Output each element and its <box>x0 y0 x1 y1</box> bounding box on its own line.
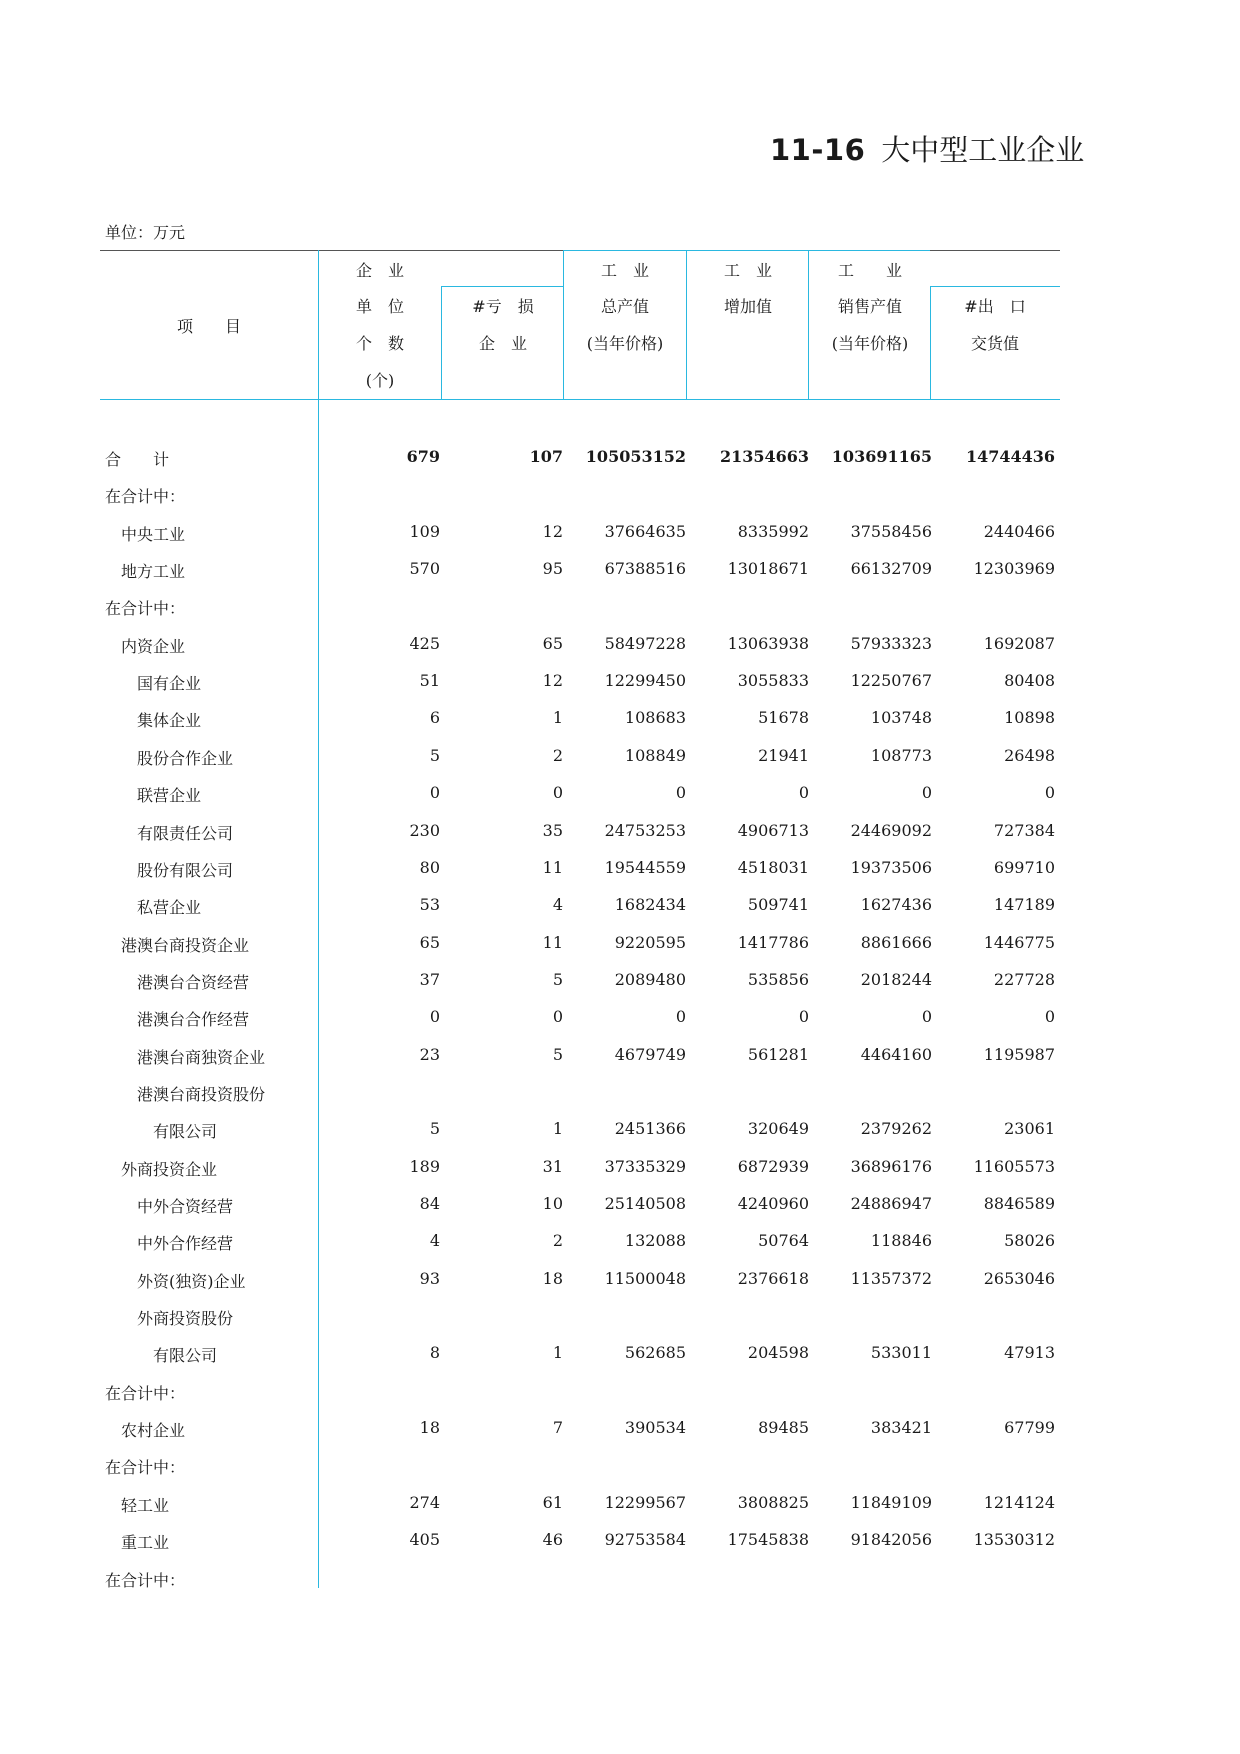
table-row <box>100 592 1060 622</box>
table-row <box>100 1115 1060 1145</box>
row-value: 2 <box>552 745 563 765</box>
row-value: 189 <box>409 1156 440 1176</box>
row-value: 35 <box>542 820 563 840</box>
table-row <box>100 630 1060 660</box>
header-bottom-rule <box>100 399 1060 400</box>
header-export-2: 交货值 <box>970 334 1019 353</box>
header-export-1: #出 口 <box>964 297 1026 316</box>
row-value: 21941 <box>758 745 809 765</box>
row-value: 108773 <box>870 745 932 765</box>
export-subheader-rule <box>930 286 1060 287</box>
row-label: 有限公司 <box>153 1122 218 1142</box>
row-value: 23 <box>419 1044 440 1064</box>
row-label: 股份有限公司 <box>137 860 234 880</box>
row-value: 10 <box>542 1194 563 1213</box>
row-value: 93 <box>419 1268 440 1288</box>
table-row <box>100 555 1060 585</box>
row-value: 3055833 <box>737 671 809 691</box>
row-label: 有限公司 <box>153 1346 218 1366</box>
row-value: 51 <box>419 671 440 691</box>
header-units-3: 个 数 <box>355 334 404 353</box>
row-label: 轻工业 <box>121 1495 170 1515</box>
row-value: 11 <box>542 857 563 877</box>
row-value: 18 <box>542 1268 563 1288</box>
row-value: 11 <box>542 932 563 952</box>
row-value: 4 <box>429 1231 440 1251</box>
row-value: 58026 <box>1004 1231 1055 1251</box>
row-value: 4906713 <box>737 820 809 840</box>
row-value: 51678 <box>758 708 809 728</box>
row-value: 0 <box>675 1007 686 1027</box>
row-value: 0 <box>1044 783 1055 803</box>
row-label: 在合计中： <box>105 599 186 619</box>
row-label: 农村企业 <box>121 1421 186 1441</box>
row-value: 11500048 <box>604 1268 686 1288</box>
row-value: 0 <box>798 783 809 803</box>
table-row <box>100 1377 1060 1407</box>
table-row <box>100 817 1060 847</box>
row-value: 6 <box>429 708 440 728</box>
row-value: 5 <box>552 1044 563 1064</box>
row-value: 7 <box>552 1418 563 1438</box>
row-value: 509741 <box>747 895 809 915</box>
header-units-1: 企 业 <box>355 261 404 280</box>
row-label: 港澳台商投资企业 <box>121 935 250 955</box>
row-value: 8335992 <box>737 521 809 541</box>
row-value: 2018244 <box>860 969 932 989</box>
header-item: 项 目 <box>176 317 241 336</box>
row-value: 8846589 <box>983 1194 1055 1213</box>
row-value: 108849 <box>624 745 686 765</box>
row-value: 0 <box>552 783 563 803</box>
row-value: 13063938 <box>727 633 809 653</box>
row-value: 1692087 <box>983 633 1055 653</box>
row-value: 204598 <box>747 1343 809 1363</box>
row-label: 中外合作经营 <box>137 1234 234 1254</box>
row-label: 地方工业 <box>121 562 186 582</box>
row-value: 4679749 <box>614 1044 686 1064</box>
row-value: 4240960 <box>737 1194 809 1213</box>
row-value: 12303969 <box>973 559 1055 579</box>
row-value: 17545838 <box>727 1530 809 1550</box>
row-value: 4518031 <box>737 857 809 877</box>
row-value: 65 <box>419 932 440 952</box>
table-row <box>100 1153 1060 1183</box>
row-value: 679 <box>406 447 440 466</box>
table-title: 大中型工业企业 <box>881 133 1085 167</box>
row-value: 84 <box>419 1194 440 1213</box>
row-value: 67388516 <box>604 559 686 579</box>
row-value: 5 <box>552 969 563 989</box>
row-value: 103748 <box>870 708 932 728</box>
row-label: 联营企业 <box>137 786 202 806</box>
row-value: 13018671 <box>727 559 809 579</box>
row-value: 5 <box>429 1119 440 1139</box>
row-value: 562685 <box>624 1343 686 1363</box>
row-label: 私营企业 <box>137 898 202 918</box>
row-value: 3808825 <box>737 1492 809 1512</box>
row-label: 外商投资企业 <box>121 1159 218 1179</box>
row-value: 57933323 <box>850 633 932 653</box>
row-value: 67799 <box>1004 1418 1055 1438</box>
row-value: 1195987 <box>983 1044 1055 1064</box>
row-value: 108683 <box>624 708 686 728</box>
row-value: 80408 <box>1004 671 1055 691</box>
row-value: 11357372 <box>850 1268 932 1288</box>
unit-label: 单位：万元 <box>105 223 186 242</box>
row-value: 570 <box>409 559 440 579</box>
row-label: 内资企业 <box>121 636 186 656</box>
row-value: 14744436 <box>965 447 1055 466</box>
row-value: 1417786 <box>737 932 809 952</box>
row-value: 6872939 <box>737 1156 809 1176</box>
header-output-3: (当年价格) <box>586 334 664 353</box>
table-row <box>100 1414 1060 1444</box>
row-label: 在合计中： <box>105 487 186 507</box>
sales-column-divider <box>808 250 809 399</box>
row-value: 37335329 <box>604 1156 686 1176</box>
row-value: 2653046 <box>983 1268 1055 1288</box>
row-value: 0 <box>1044 1007 1055 1027</box>
row-value: 11849109 <box>850 1492 932 1512</box>
header-loss-1: #亏 损 <box>472 297 534 316</box>
row-value: 2379262 <box>860 1119 932 1139</box>
row-value: 425 <box>409 633 440 653</box>
table-row <box>100 1003 1060 1033</box>
row-value: 2451366 <box>614 1119 686 1139</box>
row-value: 0 <box>921 1007 932 1027</box>
table-row <box>100 1265 1060 1295</box>
row-value: 92753584 <box>604 1530 686 1550</box>
row-value: 19373506 <box>850 857 932 877</box>
table-row <box>100 891 1060 921</box>
row-value: 561281 <box>747 1044 809 1064</box>
page-title <box>770 128 1085 174</box>
loss-column-divider <box>441 286 442 399</box>
row-value: 12299567 <box>604 1492 686 1512</box>
row-label: 港澳台合资经营 <box>137 972 250 992</box>
row-value: 0 <box>429 783 440 803</box>
table-row <box>100 1526 1060 1556</box>
row-value: 109 <box>409 521 440 541</box>
row-label: 股份合作企业 <box>137 748 234 768</box>
header-added-1: 工 业 <box>723 261 772 280</box>
row-value: 1682434 <box>614 895 686 915</box>
export-column-divider <box>930 286 931 399</box>
row-value: 274 <box>409 1492 440 1512</box>
row-value: 118846 <box>870 1231 932 1251</box>
row-value: 47913 <box>1004 1343 1055 1363</box>
row-value: 4464160 <box>860 1044 932 1064</box>
row-value: 12250767 <box>850 671 932 691</box>
header-sales-1: 工 业 <box>837 261 902 280</box>
header-output-1: 工 业 <box>600 261 649 280</box>
row-value: 1627436 <box>860 895 932 915</box>
loss-subheader-rule <box>441 286 563 287</box>
row-value: 31 <box>542 1156 563 1176</box>
row-value: 1 <box>552 1343 563 1363</box>
row-label: 在合计中： <box>105 1570 186 1590</box>
row-value: 0 <box>552 1007 563 1027</box>
header-sales-2: 销售产值 <box>837 297 902 316</box>
row-value: 13530312 <box>973 1530 1055 1550</box>
row-value: 89485 <box>758 1418 809 1438</box>
row-value: 535856 <box>747 969 809 989</box>
table-row <box>100 1041 1060 1071</box>
row-label: 在合计中： <box>105 1383 186 1403</box>
row-value: 10898 <box>1004 708 1055 728</box>
header-output-2: 总产值 <box>600 297 649 316</box>
row-value: 147189 <box>993 895 1055 915</box>
row-value: 23061 <box>1004 1119 1055 1139</box>
row-value: 0 <box>798 1007 809 1027</box>
row-value: 19544559 <box>604 857 686 877</box>
row-value: 0 <box>429 1007 440 1027</box>
table-number: 11-16 <box>770 133 866 167</box>
row-value: 66132709 <box>850 559 932 579</box>
row-value: 21354663 <box>719 447 809 466</box>
row-label: 港澳台商独资企业 <box>137 1047 266 1067</box>
row-value: 320649 <box>747 1119 809 1139</box>
row-value: 1 <box>552 1119 563 1139</box>
row-label: 中外合资经营 <box>137 1197 234 1216</box>
row-value: 12299450 <box>604 671 686 691</box>
row-value: 58497228 <box>604 633 686 653</box>
header-added-2: 增加值 <box>723 297 772 316</box>
row-value: 80 <box>419 857 440 877</box>
row-value: 727384 <box>993 820 1055 840</box>
row-label: 中央工业 <box>121 524 186 544</box>
row-value: 36896176 <box>850 1156 932 1176</box>
table-row <box>100 1078 1060 1108</box>
row-value: 37 <box>419 969 440 989</box>
row-value: 390534 <box>624 1418 686 1438</box>
row-value: 46 <box>542 1530 563 1550</box>
table-row <box>100 966 1060 996</box>
row-value: 2089480 <box>614 969 686 989</box>
row-value: 2376618 <box>737 1268 809 1288</box>
row-value: 107 <box>529 447 563 466</box>
row-value: 533011 <box>870 1343 932 1363</box>
table-row <box>100 779 1060 809</box>
table-row <box>100 1451 1060 1481</box>
output-column-divider <box>563 250 564 399</box>
row-value: 2 <box>552 1231 563 1251</box>
row-value: 5 <box>429 745 440 765</box>
row-value: 1214124 <box>983 1492 1055 1512</box>
row-value: 25140508 <box>604 1194 686 1213</box>
row-value: 91842056 <box>850 1530 932 1550</box>
row-value: 24886947 <box>850 1194 932 1213</box>
sales-header-rule <box>808 250 930 251</box>
table-row <box>100 742 1060 772</box>
row-value: 65 <box>542 633 563 653</box>
header-loss-2: 企 业 <box>478 334 527 353</box>
row-value: 12 <box>542 671 563 691</box>
table-row <box>100 1339 1060 1369</box>
table-row <box>100 443 1060 473</box>
table-row <box>100 1489 1060 1519</box>
row-value: 1 <box>552 708 563 728</box>
row-label: 港澳台商投资股份 <box>137 1084 266 1104</box>
table-row <box>100 929 1060 959</box>
row-value: 0 <box>675 783 686 803</box>
row-value: 50764 <box>758 1231 809 1251</box>
row-label: 有限责任公司 <box>137 823 234 843</box>
row-value: 37558456 <box>850 521 932 541</box>
row-label: 合 计 <box>105 450 170 469</box>
row-label: 外资(独资)企业 <box>137 1271 246 1291</box>
row-label: 重工业 <box>121 1533 170 1553</box>
table-row <box>100 704 1060 734</box>
row-value: 26498 <box>1004 745 1055 765</box>
table-row <box>100 667 1060 697</box>
row-value: 53 <box>419 895 440 915</box>
row-label: 港澳台合作经营 <box>137 1010 250 1030</box>
row-value: 230 <box>409 820 440 840</box>
table-row <box>100 1190 1060 1220</box>
row-value: 4 <box>552 895 563 915</box>
row-value: 8861666 <box>860 932 932 952</box>
row-value: 103691165 <box>831 447 932 466</box>
row-value: 405 <box>409 1530 440 1550</box>
row-value: 12 <box>542 521 563 541</box>
row-value: 699710 <box>993 857 1055 877</box>
row-value: 11605573 <box>973 1156 1055 1176</box>
row-value: 95 <box>542 559 563 579</box>
table-row <box>100 1564 1060 1594</box>
row-label: 外商投资股份 <box>137 1309 234 1329</box>
row-value: 37664635 <box>604 521 686 541</box>
header-units-2: 单 位 <box>355 297 404 316</box>
row-value: 1446775 <box>983 932 1055 952</box>
table-row <box>100 480 1060 510</box>
added-column-divider <box>686 250 687 399</box>
row-label: 国有企业 <box>137 674 202 694</box>
row-value: 9220595 <box>614 932 686 952</box>
header-units-4: (个) <box>365 371 395 390</box>
row-label: 集体企业 <box>137 711 202 731</box>
row-label: 在合计中： <box>105 1458 186 1478</box>
row-value: 61 <box>542 1492 563 1512</box>
row-value: 227728 <box>993 969 1055 989</box>
row-value: 18 <box>419 1418 440 1438</box>
table-row <box>100 854 1060 884</box>
row-value: 132088 <box>624 1231 686 1251</box>
row-value: 2440466 <box>983 521 1055 541</box>
row-value: 8 <box>429 1343 440 1363</box>
table-row <box>100 1302 1060 1332</box>
table-row <box>100 518 1060 548</box>
row-value: 24753253 <box>604 820 686 840</box>
header-sales-3: (当年价格) <box>831 334 909 353</box>
row-value: 0 <box>921 783 932 803</box>
row-value: 24469092 <box>850 820 932 840</box>
table-row <box>100 1227 1060 1257</box>
row-value: 383421 <box>870 1418 932 1438</box>
row-value: 105053152 <box>585 447 686 466</box>
